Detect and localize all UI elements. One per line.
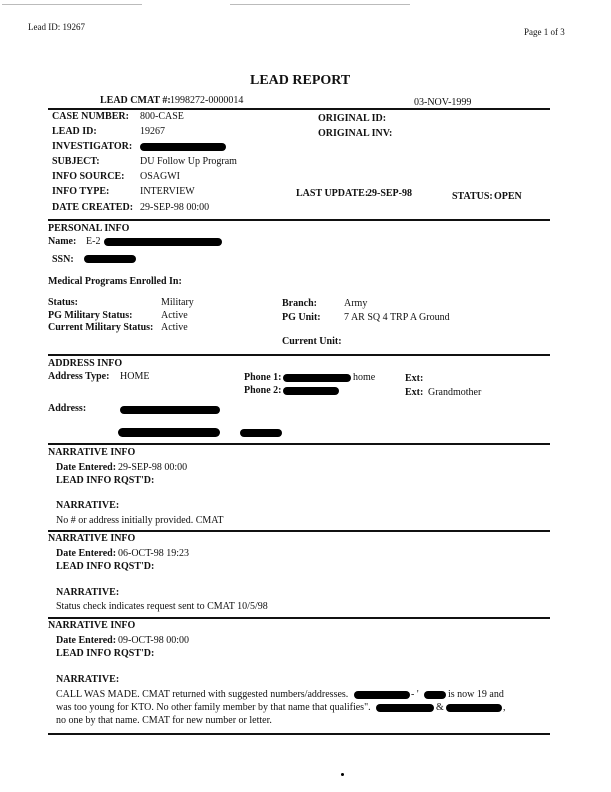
narrative-1-date-label: Date Entered: [56, 462, 117, 473]
pg-status-label: PG Military Status: [48, 310, 133, 321]
phone1-redaction [283, 374, 351, 382]
scan-edge-center [230, 4, 410, 5]
pg-unit-value: 7 AR SQ 4 TRP A Ground [344, 312, 450, 323]
narrative-3-line3: no one by that name. CMAT for new number or letter. [56, 715, 272, 726]
narrative-2-heading: NARRATIVE INFO [48, 533, 136, 544]
address-redaction-2 [118, 428, 220, 437]
narrative-3-line2c: , [503, 702, 506, 713]
narrative-3-date: 09-OCT-98 00:00 [118, 635, 190, 646]
narrative-3-rqst-label: LEAD INFO RQST'D: [56, 648, 155, 659]
branch-value: Army [344, 298, 368, 309]
original-id-label: ORIGINAL ID: [318, 113, 387, 124]
narrative-3-redaction-4 [446, 704, 502, 712]
narrative-3-line1a: CALL WAS MADE. CMAT returned with suggested numbers/addresses. [56, 689, 349, 700]
branch-label: Branch: [282, 298, 317, 309]
ext2-value: Grandmother [428, 387, 482, 398]
pg-unit-label: PG Unit: [282, 312, 321, 323]
narrative-2-label: NARRATIVE: [56, 587, 120, 598]
last-update-value: 29-SEP-98 [367, 188, 412, 199]
name-label: Name: [48, 236, 77, 247]
info-type-label: INFO TYPE: [52, 186, 110, 197]
narrative-3-heading: NARRATIVE INFO [48, 620, 136, 631]
lead-id-label: LEAD ID: [52, 126, 97, 137]
address-type-value: HOME [120, 371, 150, 382]
rule-bottom [48, 733, 550, 735]
date-created-label: DATE CREATED: [52, 202, 134, 213]
investigator-redaction [140, 143, 226, 151]
narrative-3-line2b: & [436, 702, 444, 713]
narrative-1-rqst-label: LEAD INFO RQST'D: [56, 475, 155, 486]
status-value: OPEN [494, 191, 522, 202]
status-label: STATUS: [452, 191, 493, 202]
info-source-label: INFO SOURCE: [52, 171, 125, 182]
subject-label: SUBJECT: [52, 156, 100, 167]
lead-id-value: 19267 [140, 126, 165, 137]
narrative-2-rqst-label: LEAD INFO RQST'D: [56, 561, 155, 572]
address-redaction-3 [240, 429, 282, 437]
phone2-label: Phone 2: [244, 385, 282, 396]
info-source-value: OSAGWI [140, 171, 180, 182]
narrative-2-date: 06-OCT-98 19:23 [118, 548, 190, 559]
narrative-3-label: NARRATIVE: [56, 674, 120, 685]
header-lead-id: Lead ID: 19267 [28, 22, 85, 32]
military-status-label: Status: [48, 297, 79, 308]
ext2-label: Ext: [405, 387, 424, 398]
current-unit-label: Current Unit: [282, 336, 342, 347]
ext1-label: Ext: [405, 373, 424, 384]
report-date: 03-NOV-1999 [414, 97, 472, 108]
rule-case-top [48, 108, 550, 110]
narrative-1-text: No # or address initially provided. CMAT [56, 515, 224, 526]
rule-personal [48, 219, 550, 221]
scan-speck [341, 773, 344, 776]
ssn-redaction [84, 255, 136, 263]
case-number-value: 800-CASE [140, 111, 184, 122]
last-update-label: LAST UPDATE: [296, 188, 369, 199]
name-redaction [104, 238, 222, 246]
scan-edge-left [2, 4, 142, 5]
date-created-value: 29-SEP-98 00:00 [140, 202, 210, 213]
address-heading: ADDRESS INFO [48, 358, 123, 369]
narrative-1-label: NARRATIVE: [56, 500, 120, 511]
current-status-value: Active [161, 322, 188, 333]
investigator-label: INVESTIGATOR: [52, 141, 133, 152]
pg-status-value: Active [161, 310, 188, 321]
address-type-label: Address Type: [48, 371, 110, 382]
rule-narrative-2 [48, 530, 550, 532]
info-type-value: INTERVIEW [140, 186, 195, 197]
narrative-3-redaction-1 [354, 691, 410, 699]
medical-programs-label: Medical Programs Enrolled In: [48, 276, 182, 287]
rule-address [48, 354, 550, 356]
original-inv-label: ORIGINAL INV: [318, 128, 393, 139]
narrative-1-heading: NARRATIVE INFO [48, 447, 136, 458]
narrative-3-line1c: is now 19 and [448, 689, 504, 700]
narrative-1-date: 29-SEP-98 00:00 [118, 462, 188, 473]
narrative-2-text: Status check indicates request sent to CMAT 10/5/98 [56, 601, 268, 612]
narrative-3-line2a: was too young for KTO. No other family member by that name that qualifies". [56, 702, 371, 713]
narrative-3-redaction-3 [376, 704, 434, 712]
military-status-value: Military [161, 297, 194, 308]
narrative-3-date-label: Date Entered: [56, 635, 117, 646]
cmat-value: 1998272-0000014 [170, 95, 244, 106]
subject-value: DU Follow Up Program [140, 156, 237, 167]
phone2-redaction [283, 387, 339, 395]
phone1-label: Phone 1: [244, 372, 282, 383]
phone1-suffix: home [353, 372, 376, 383]
report-title: LEAD REPORT [250, 73, 351, 88]
header-page-number: Page 1 of 3 [524, 27, 565, 37]
address-label: Address: [48, 403, 87, 414]
address-redaction-1 [120, 406, 220, 414]
name-prefix: E-2 [86, 236, 101, 247]
narrative-3-redaction-2 [424, 691, 446, 699]
current-status-label: Current Military Status: [48, 322, 154, 333]
rule-narrative-3 [48, 617, 550, 619]
rule-narrative-1 [48, 443, 550, 445]
ssn-label: SSN: [52, 254, 74, 265]
case-number-label: CASE NUMBER: [52, 111, 129, 122]
narrative-3-line1b: - ' [411, 689, 419, 700]
narrative-2-date-label: Date Entered: [56, 548, 117, 559]
cmat-label: LEAD CMAT #: [100, 95, 171, 106]
personal-heading: PERSONAL INFO [48, 223, 130, 234]
